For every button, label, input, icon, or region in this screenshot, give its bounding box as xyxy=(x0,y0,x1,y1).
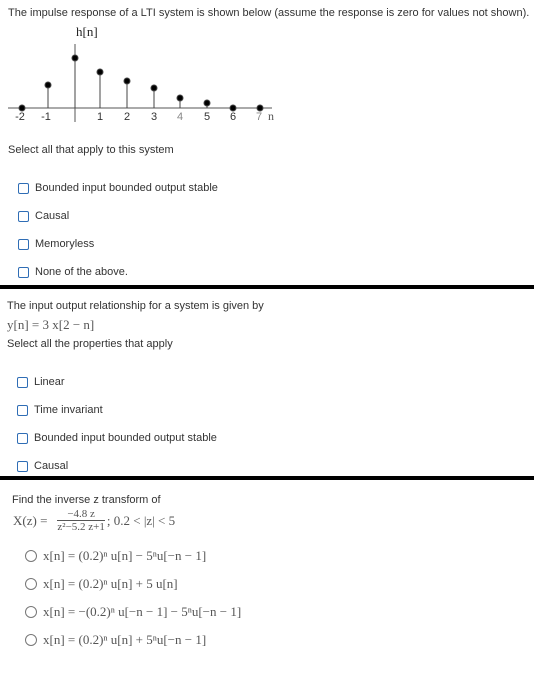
option-label: Linear xyxy=(34,376,65,388)
q3-denominator: z²−5.2 z+1 xyxy=(57,521,105,533)
tick-label: 1 xyxy=(96,111,104,123)
radio-button[interactable] xyxy=(25,634,37,646)
radio-button[interactable] xyxy=(25,550,37,562)
option-label: x[n] = (0.2)ⁿ u[n] + 5 u[n] xyxy=(43,576,178,591)
q2-instruction: Select all the properties that apply xyxy=(7,338,173,350)
q2-equation: y[n] = 3 x[2 − n] xyxy=(7,317,95,332)
axis-label-n: n xyxy=(268,109,274,123)
q1-prompt: The impulse response of a LTI system is shown below (assume the response is zero for values not shown). xyxy=(8,7,530,19)
q3-prompt: Find the inverse z transform of xyxy=(12,494,161,506)
q1-option-bibo[interactable] xyxy=(18,180,218,196)
radio-button[interactable] xyxy=(25,606,37,618)
tick-label: 2 xyxy=(123,111,131,123)
option-label: x[n] = −(0.2)ⁿ u[−n − 1] − 5ⁿu[−n − 1] xyxy=(43,604,242,619)
option-label: None of the above. xyxy=(35,266,128,278)
option-label: Time invariant xyxy=(34,404,103,416)
checkbox[interactable] xyxy=(17,405,28,416)
q3-transform xyxy=(13,508,175,533)
plot-title: h[n] xyxy=(76,24,98,39)
tick-label: 6 xyxy=(229,111,237,123)
q1-option-causal[interactable] xyxy=(18,208,69,224)
option-label: x[n] = (0.2)ⁿ u[n] + 5ⁿu[−n − 1] xyxy=(43,632,207,647)
section-divider xyxy=(0,285,534,289)
tick-label: 7 xyxy=(255,111,263,123)
q2-option-linear[interactable] xyxy=(17,374,65,390)
impulse-response-plot xyxy=(0,22,534,132)
checkbox[interactable] xyxy=(17,461,28,472)
checkbox[interactable] xyxy=(18,267,29,278)
radio-button[interactable] xyxy=(25,578,37,590)
option-label: Causal xyxy=(35,210,70,222)
q1-option-memoryless[interactable] xyxy=(18,236,94,252)
q3-numerator: −4.8 z xyxy=(57,508,104,521)
q2-option-time-invariant[interactable] xyxy=(17,402,103,418)
q3-lhs: X(z) = xyxy=(13,512,48,528)
option-label: Bounded input bounded output stable xyxy=(35,182,218,194)
tick-label: -1 xyxy=(41,111,51,123)
q3-option-1[interactable] xyxy=(25,548,206,564)
q3-fraction xyxy=(57,508,104,533)
option-label: Bounded input bounded output stable xyxy=(34,432,217,444)
q3-option-3[interactable] xyxy=(25,604,241,620)
option-label: Causal xyxy=(34,460,69,472)
section-divider xyxy=(0,476,534,480)
tick-label: 4 xyxy=(176,111,184,123)
checkbox[interactable] xyxy=(18,239,29,250)
q3-option-2[interactable] xyxy=(25,576,178,592)
checkbox[interactable] xyxy=(18,211,29,222)
checkbox[interactable] xyxy=(18,183,29,194)
checkbox[interactable] xyxy=(17,377,28,388)
checkbox[interactable] xyxy=(17,433,28,444)
q2-option-bibo[interactable] xyxy=(17,430,217,446)
tick-label: 5 xyxy=(203,111,211,123)
q3-roc: ; 0.2 < |z| < 5 xyxy=(106,512,176,528)
tick-label: 3 xyxy=(150,111,158,123)
option-label: Memoryless xyxy=(35,238,95,250)
q1-option-none[interactable] xyxy=(18,264,128,280)
option-label: x[n] = (0.2)ⁿ u[n] − 5ⁿu[−n − 1] xyxy=(43,548,207,563)
tick-label: -2 xyxy=(15,111,25,123)
q2-prompt: The input output relationship for a system is given by xyxy=(7,300,264,312)
q1-instruction: Select all that apply to this system xyxy=(8,144,174,156)
q3-option-4[interactable] xyxy=(25,632,206,648)
q2-option-causal[interactable] xyxy=(17,458,68,474)
